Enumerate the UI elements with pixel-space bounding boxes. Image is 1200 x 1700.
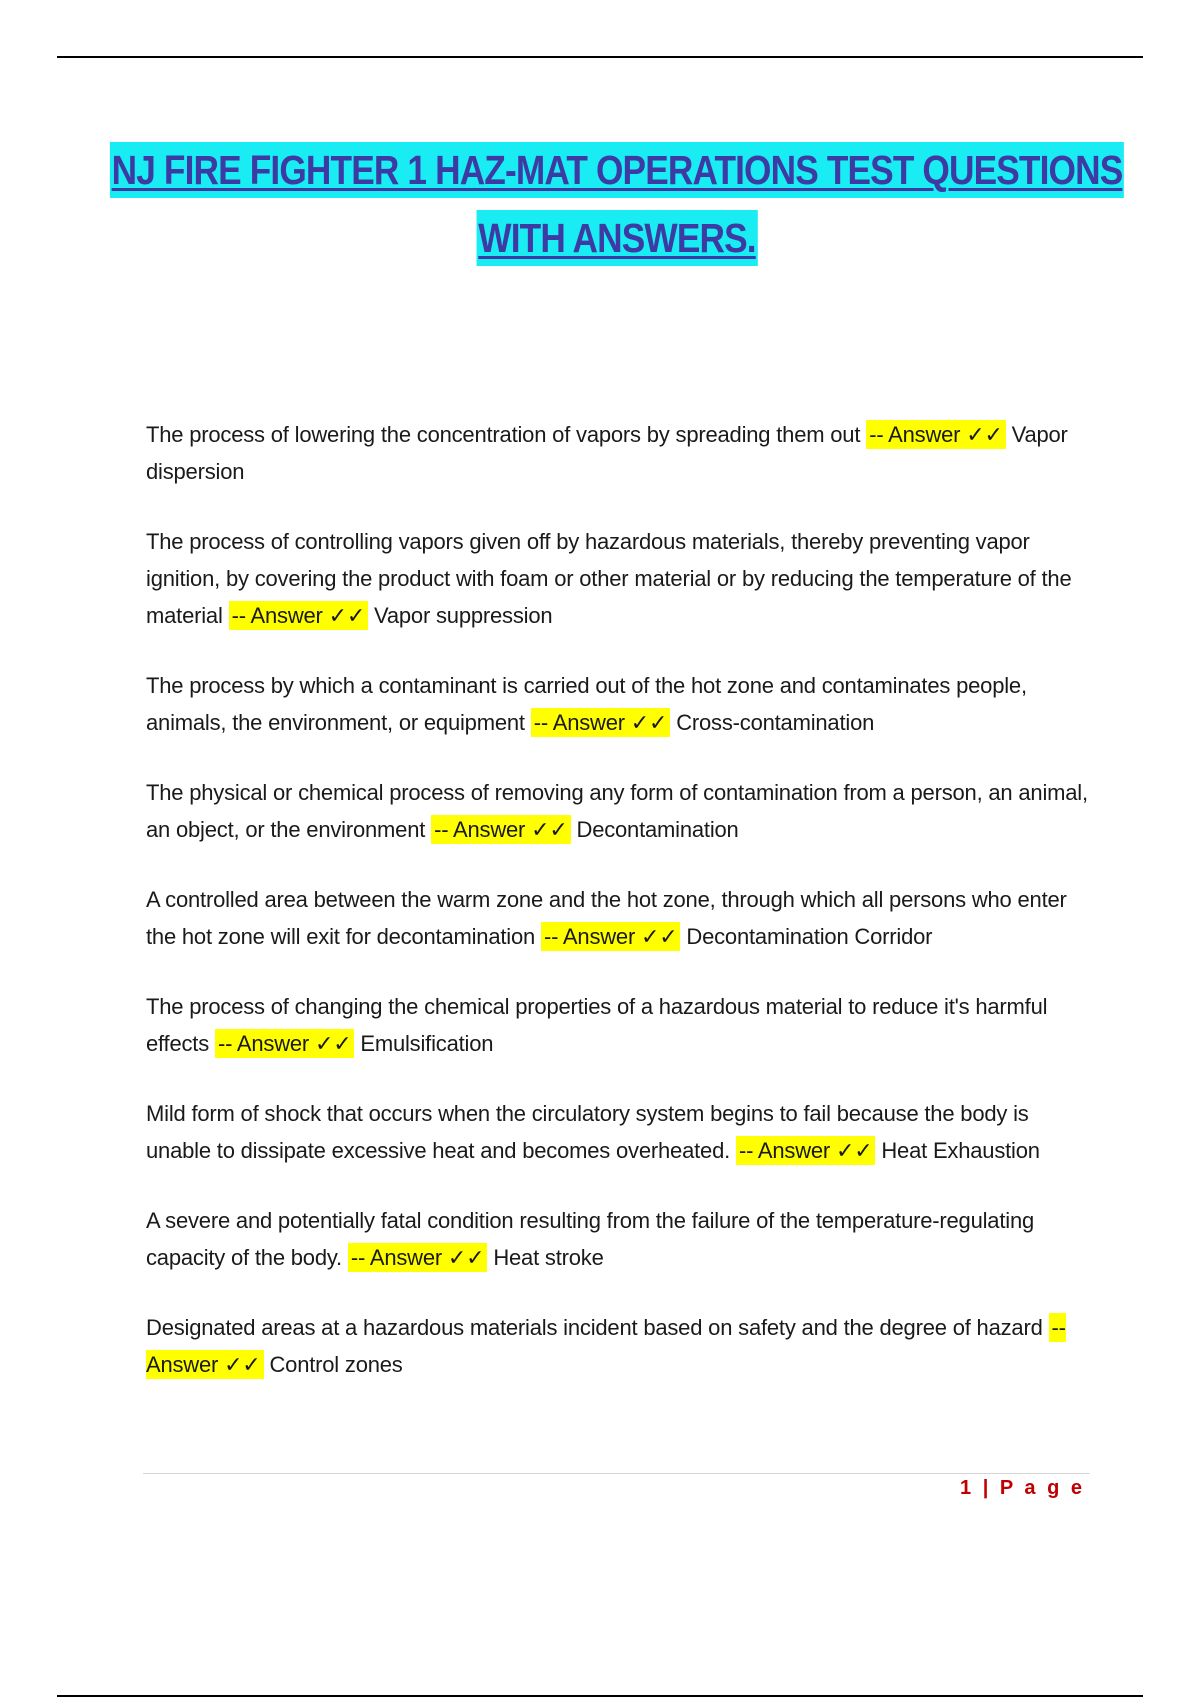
qa-item [146, 523, 1094, 634]
question-text: A controlled area between the warm zone and the hot zone, through which all persons who enter the hot zone will exit for decontamination [146, 887, 1067, 949]
answer-marker: -- Answer ✓✓ [431, 815, 571, 844]
answer-text: Heat Exhaustion [881, 1138, 1040, 1163]
question-text: The process of changing the chemical properties of a hazardous material to reduce it's harmful effects [146, 994, 1048, 1056]
answer-text: Cross-contamination [676, 710, 875, 735]
header-rule [57, 56, 1143, 58]
answer-marker: -- Answer ✓✓ [229, 601, 369, 630]
answer-marker: -- Answer ✓✓ [146, 1315, 1066, 1377]
qa-item [146, 988, 1094, 1062]
question-text: A severe and potentially fatal condition resulting from the failure of the temperature-regulating capacity of the body. [146, 1208, 1035, 1270]
qa-item [146, 774, 1094, 848]
question-text: The process of lowering the concentration of vapors by spreading them out [146, 422, 861, 447]
answer-marker: -- Answer ✓✓ [531, 708, 671, 737]
qa-item [146, 1309, 1094, 1383]
qa-list [146, 416, 1094, 1416]
question-text: Mild form of shock that occurs when the circulatory system begins to fail because the body is unable to dissipate excessive heat and becomes overheated. [146, 1101, 1029, 1163]
title-line-2: WITH ANSWERS. [477, 210, 758, 266]
answer-marker: -- Answer ✓✓ [736, 1136, 876, 1165]
qa-item [146, 1095, 1094, 1169]
answer-marker: -- Answer ✓✓ [866, 420, 1006, 449]
answer-marker: -- Answer ✓✓ [348, 1243, 488, 1272]
question-text: The physical or chemical process of removing any form of contamination from a person, an animal, an object, or the environment [146, 780, 1088, 842]
answer-text: Control zones [269, 1352, 403, 1377]
answer-text: Vapor suppression [374, 603, 553, 628]
answer-text: Decontamination Corridor [686, 924, 933, 949]
question-text: Designated areas at a hazardous materials incident based on safety and the degree of hazard [146, 1315, 1043, 1340]
qa-item [146, 1202, 1094, 1276]
footer-rule [143, 1473, 1090, 1474]
question-text: The process of controlling vapors given off by hazardous materials, thereby preventing vapor ignition, by covering the product with foam or other material or by reducing the temperature of the material [146, 529, 1072, 628]
page-number: 1 | P a g e [960, 1477, 1085, 1499]
qa-item [146, 416, 1094, 490]
bottom-rule [57, 1695, 1143, 1697]
question-text: The process by which a contaminant is carried out of the hot zone and contaminates people, animals, the environment, or equipment [146, 673, 1027, 735]
answer-marker: -- Answer ✓✓ [215, 1029, 355, 1058]
answer-text: Heat stroke [493, 1245, 604, 1270]
title-line-1: NJ FIRE FIGHTER 1 HAZ-MAT OPERATIONS TEST QUESTIONS [110, 142, 1124, 198]
answer-text: Emulsification [360, 1031, 494, 1056]
qa-item [146, 881, 1094, 955]
answer-text: Decontamination [576, 817, 739, 842]
answer-text: Vapor dispersion [146, 422, 1068, 484]
qa-item [146, 667, 1094, 741]
answer-marker: -- Answer ✓✓ [541, 922, 681, 951]
